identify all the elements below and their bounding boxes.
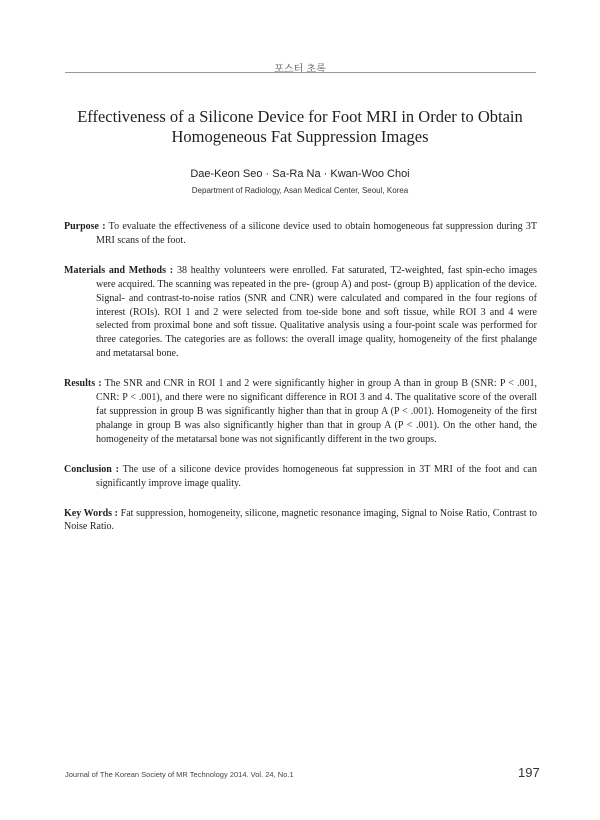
- methods-text: 38 healthy volunteers were enrolled. Fat saturated, T2-weighted, fast spin-echo images were acquired. The scanning was repeated in the pre- (group A) and post- (group B) application of the device. Signal- and contrast-to-noise ratios (SNR and CNR) were calculated and compared in the four regions of interest (ROIs). ROI 1 and 2 were selected from toe-side bone and soft tissue, while ROI 3 and 4 were selected from proximal bone and soft tissue. Qualitative analysis using a four-point scale was performed for three categories. The categories are as follows: the overall image quality, homogeneity of the first phalange and metatarsal bone.: [96, 264, 538, 360]
- title-line-1: Effectiveness of a Silicone Device for Foot MRI in Order to Obtain: [77, 107, 523, 126]
- keywords-section: [64, 507, 537, 535]
- conclusion-section: [64, 463, 537, 491]
- author-list: Dae-Keon Seo · Sa-Ra Na · Kwan-Woo Choi: [190, 168, 410, 180]
- keywords-label: Key Words :: [64, 507, 119, 519]
- results-text: The SNR and CNR in ROI 1 and 2 were significantly higher in group A than in group B (SNR: P < .001, CNR: P < .001), and there were no significant difference in ROI 3 and 4. The qualitative score of the overall fat suppression in group B was significantly higher than that in group A (P < .001). Homogeneity of the first phalange in group B was also significantly higher than that in group A (P < .001). On the other hand, the homogeneity of the metatarsal bone was not significantly different in the two groups.: [96, 378, 537, 445]
- page-number: 197: [518, 765, 540, 780]
- methods-section: [64, 264, 537, 361]
- purpose-section: [64, 220, 537, 248]
- header-divider: [65, 72, 536, 73]
- title-line-2: Homogeneous Fat Suppression Images: [171, 127, 429, 146]
- keywords-text: Fat suppression, homogeneity, silicone, magnetic resonance imaging, Signal to Noise Ratio, Contrast to Noise Ratio.: [64, 507, 538, 533]
- results-label: Results :: [64, 378, 102, 390]
- author-affiliation: Department of Radiology, Asan Medical Center, Seoul, Korea: [191, 186, 409, 195]
- conclusion-label: Conclusion :: [64, 463, 119, 475]
- results-section: [64, 377, 537, 447]
- paper-title: [40, 107, 560, 147]
- purpose-label: Purpose :: [64, 221, 106, 232]
- methods-label: Materials and Methods :: [64, 264, 174, 276]
- conclusion-text: The use of a silicone device provides homogeneous fat suppression in 3T MRI of the foot and can significantly improve image quality.: [96, 463, 537, 489]
- purpose-text: To evaluate the effectiveness of a silicone device used to obtain homogeneous fat suppression during 3T MRI scans of the foot.: [96, 221, 537, 246]
- abstract: [64, 220, 537, 550]
- journal-citation: Journal of The Korean Society of MR Technology 2014. Vol. 24, No.1: [65, 770, 294, 779]
- running-header: 포스터 초록: [274, 64, 326, 75]
